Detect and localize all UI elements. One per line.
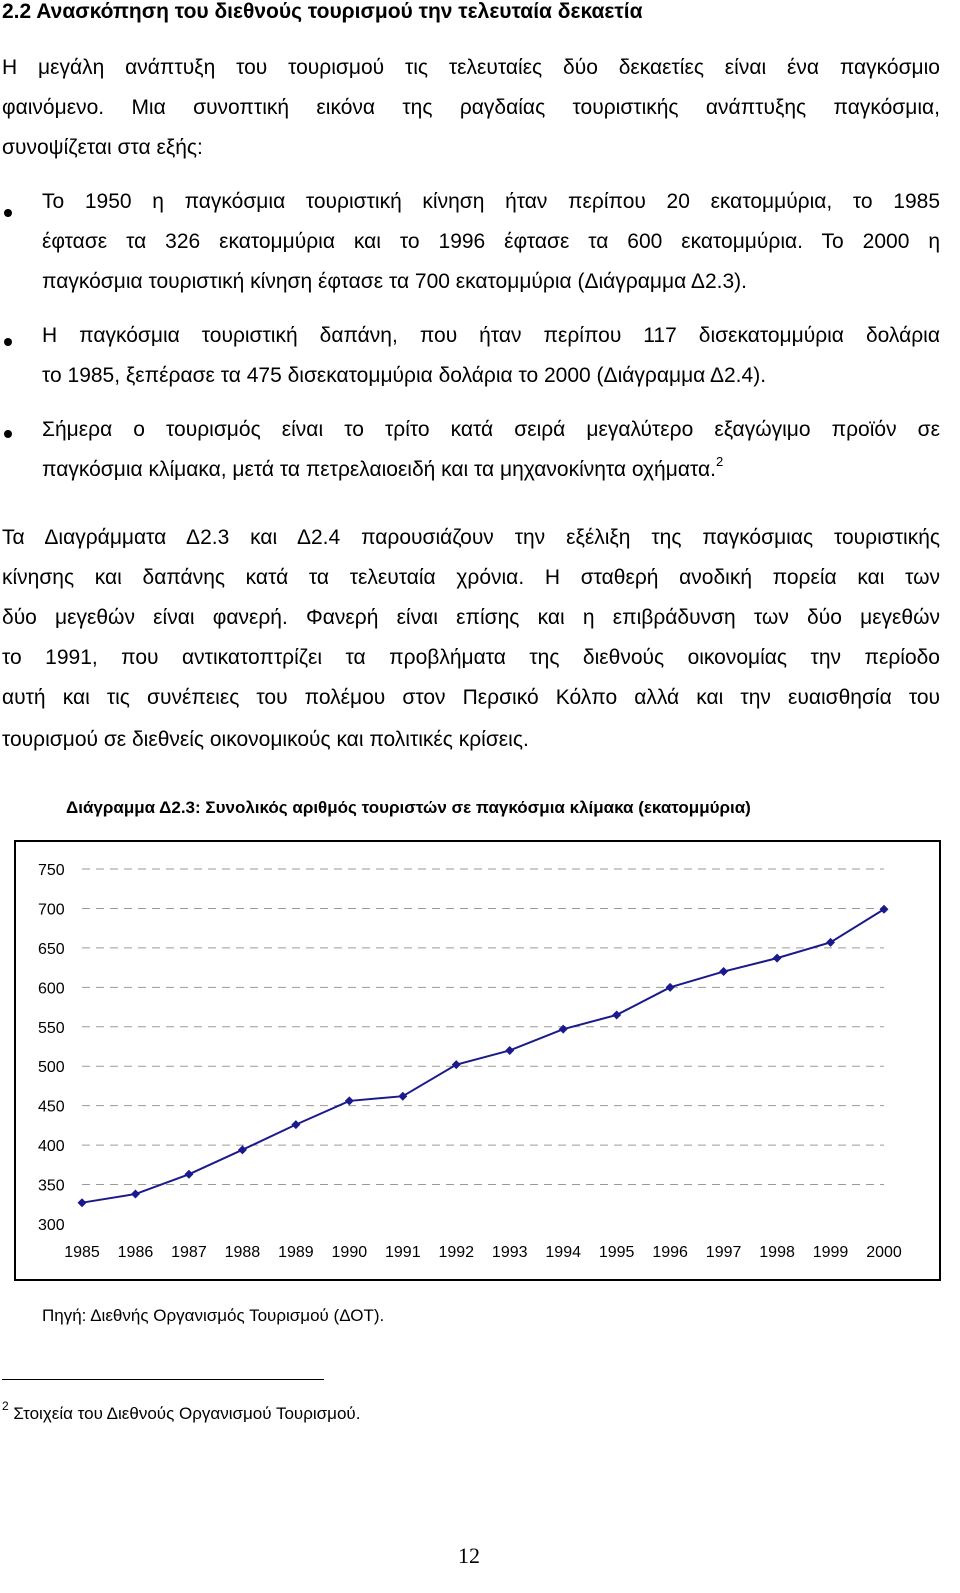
page-number: 12 — [458, 1543, 480, 1568]
intro-line-3: συνοψίζεται στα εξής: — [2, 136, 203, 159]
chart-source: Πηγή: Διεθνής Οργανισμός Τουρισμού (ΔΟΤ). — [42, 1306, 385, 1325]
bullet-1-line-3: παγκόσμια τουριστική κίνηση έφτασε τα 700 εκατομμύρια (Διάγραμμα Δ2.3). — [42, 270, 747, 293]
footnote — [2, 1399, 361, 1424]
x-tick-label: 2000 — [866, 1244, 902, 1261]
data-point — [78, 1198, 87, 1207]
footnote-ref: 2 — [715, 454, 724, 469]
bullet-dot — [4, 338, 12, 346]
data-point — [559, 1025, 568, 1034]
x-tick-label: 1986 — [117, 1244, 154, 1261]
x-tick-label: 1994 — [545, 1244, 581, 1261]
x-tick-label: 1992 — [438, 1244, 475, 1261]
chart-title: Διάγραμμα Δ2.3: Συνολικός αριθμός τουριστών σε παγκόσμια κλίμακα (εκατομμύρια) — [66, 798, 751, 817]
data-point — [238, 1145, 247, 1154]
x-tick-label: 1999 — [812, 1244, 849, 1261]
y-tick-label: 750 — [38, 862, 65, 879]
bullet-dot — [4, 209, 12, 217]
data-point — [719, 967, 728, 976]
data-point — [505, 1046, 514, 1055]
series-line — [82, 909, 884, 1202]
y-tick-label: 500 — [38, 1059, 65, 1077]
bullet-1-line-1: Το 1950 η παγκόσμια τουριστική κίνηση ήταν περίπου 20 εκατομμύρια, το 1985 — [42, 190, 940, 213]
paragraph-line-6: τουρισμού σε διεθνείς οικονομικούς και πολιτικές κρίσεις. — [2, 728, 529, 751]
bullet-3-line-1: Σήμερα ο τουρισμός είναι το τρίτο κατά σειρά μεγαλύτερο εξαγώγιμο προϊόν σε — [42, 418, 940, 441]
x-tick-label: 1997 — [705, 1244, 742, 1261]
data-point — [773, 954, 782, 963]
y-tick-label: 700 — [38, 901, 65, 919]
data-point — [880, 905, 889, 914]
x-tick-label: 1988 — [224, 1244, 261, 1261]
paragraph-line-5: αυτή και τις συνέπειες του πολέμου στον Περσικό Κόλπο αλλά και την ευαισθησία του — [2, 686, 940, 709]
chart-frame — [14, 840, 941, 1281]
bullet-2-line-1: Η παγκόσμια τουριστική δαπάνη, που ήταν περίπου 117 δισεκατομμύρια δολάρια — [42, 324, 940, 347]
data-point — [398, 1092, 407, 1101]
x-tick-label: 1998 — [759, 1244, 795, 1261]
x-tick-label: 1996 — [652, 1244, 688, 1261]
paragraph-line-2: κίνησης και δαπάνης κατά τα τελευταία χρόνια. Η σταθερή ανοδική πορεία και των — [2, 566, 940, 589]
footnote-text: Στοιχεία του Διεθνούς Οργανισμού Τουρισμού. — [13, 1404, 361, 1423]
x-tick-label: 1987 — [171, 1244, 207, 1261]
y-tick-label: 300 — [38, 1217, 65, 1234]
x-tick-label: 1995 — [598, 1244, 635, 1261]
bullet-3-line-2 — [42, 454, 724, 482]
section-heading: 2.2 Ανασκόπηση του διεθνούς τουρισμού την τελευταία δεκαετία — [2, 0, 643, 23]
x-tick-label: 1990 — [331, 1244, 368, 1261]
data-point — [291, 1120, 300, 1129]
footnote-divider — [2, 1379, 324, 1380]
line-chart — [16, 842, 939, 1279]
x-tick-label: 1985 — [64, 1244, 100, 1261]
bullet-3-text: παγκόσμια κλίμακα, μετά τα πετρελαιοειδή και τα μηχανοκίνητα οχήματα. — [42, 458, 716, 481]
intro-line-1: Η μεγάλη ανάπτυξη του τουρισμού τις τελευταίες δύο δεκαετίες είναι ένα παγκόσμιο — [2, 56, 940, 79]
y-tick-label: 600 — [38, 980, 65, 998]
y-tick-label: 400 — [38, 1138, 65, 1156]
x-tick-label: 1991 — [385, 1244, 421, 1261]
y-tick-label: 350 — [38, 1177, 65, 1195]
data-point — [826, 938, 835, 947]
y-tick-label: 650 — [38, 940, 65, 958]
data-point — [345, 1096, 354, 1105]
data-point — [612, 1010, 621, 1019]
x-tick-label: 1993 — [491, 1244, 528, 1261]
bullet-1-line-2: έφτασε τα 326 εκατομμύρια και το 1996 έφτασε τα 600 εκατομμύρια. Το 2000 η — [42, 230, 940, 253]
paragraph-line-1: Τα Διαγράμματα Δ2.3 και Δ2.4 παρουσιάζουν την εξέλιξη της παγκόσμιας τουριστικής — [2, 526, 940, 549]
y-tick-label: 550 — [38, 1019, 65, 1037]
data-point — [666, 983, 675, 992]
paragraph-line-3: δύο μεγεθών είναι φανερή. Φανερή είναι επίσης και η επιβράδυνση των δύο μεγεθών — [2, 606, 940, 629]
bullet-2-line-2: το 1985, ξεπέρασε τα 475 δισεκατομμύρια δολάρια το 2000 (Διάγραμμα Δ2.4). — [42, 364, 767, 387]
data-point — [184, 1170, 193, 1179]
intro-line-2: φαινόμενο. Μια συνοπτική εικόνα της ραγδαίας τουριστικής ανάπτυξης παγκόσμια, — [2, 96, 940, 119]
paragraph-line-4: το 1991, που αντικατοπτρίζει τα προβλήματα της διεθνούς οικονομίας την περίοδο — [2, 646, 940, 669]
y-tick-label: 450 — [38, 1098, 65, 1116]
bullet-dot — [4, 430, 12, 438]
footnote-mark: 2 — [2, 1399, 9, 1414]
x-tick-label: 1989 — [278, 1244, 314, 1261]
data-point — [131, 1190, 140, 1199]
data-point — [452, 1060, 461, 1069]
